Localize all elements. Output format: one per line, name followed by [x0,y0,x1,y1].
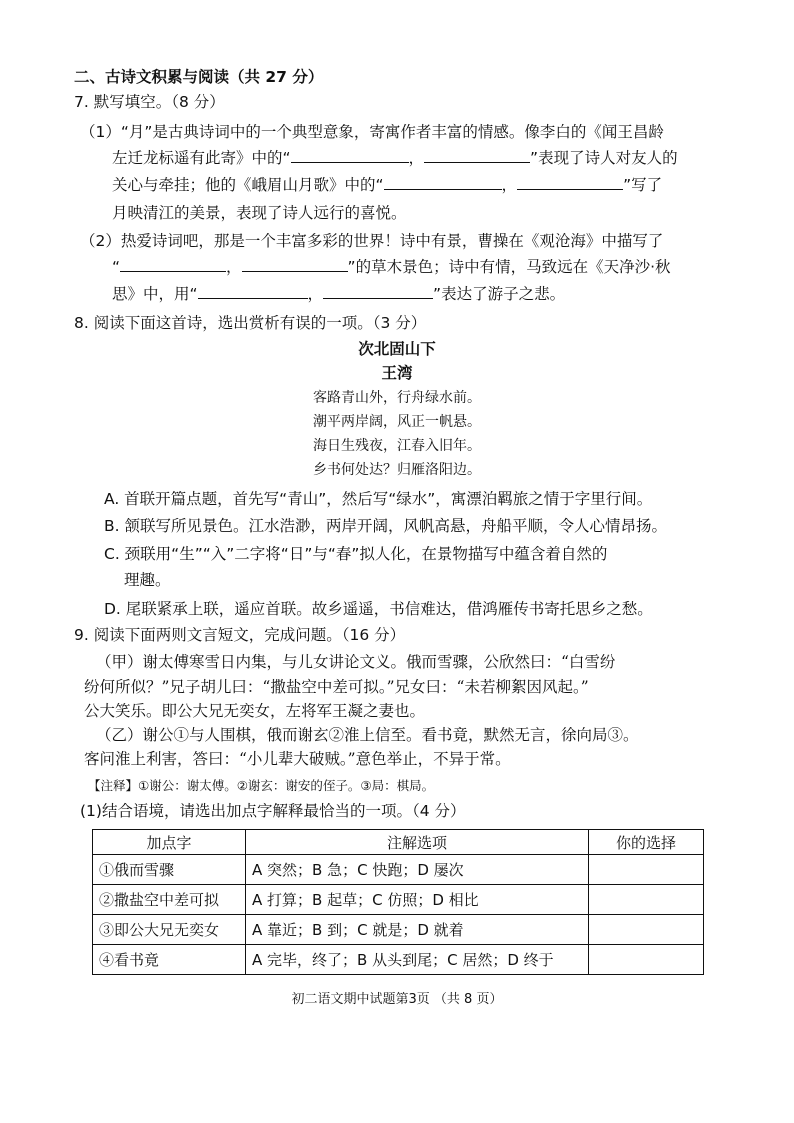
poem-line: 乡书何处达？归雁洛阳边。 [313,462,481,478]
choice-cell[interactable] [589,885,704,915]
row-options: A 打算；B 起草；C 仿照；D 相比 [246,885,589,915]
poem-title: 次北固山下 [358,340,436,358]
row-word: ④看书竟 [93,945,246,975]
answer-blank[interactable] [424,148,530,163]
table-row [93,945,704,975]
q7-p1-line1: （1）“月”是古典诗词中的一个典型意象，寄寓作者丰富的情感。像李白的《闻王昌龄 [80,123,664,141]
text: ”的草木景色；诗中有情，马致远在《天净沙·秋 [347,258,671,276]
choice-cell[interactable] [589,855,704,885]
choice-cell[interactable] [589,915,704,945]
section-heading: 二、古诗文积累与阅读（共 27 分） [74,68,324,86]
text: ， [501,176,518,194]
poem-line: 海日生残夜，江春入旧年。 [313,438,481,454]
passage-yi-line1: （乙）谢公①与人围棋，俄而谢玄②淮上信至。看书竟，默然无言，徐向局③。 [96,726,639,744]
text: “ [112,258,121,276]
q8-option-c-cont: 理趣。 [124,571,171,589]
answer-blank[interactable] [291,148,409,163]
q7-p2-line2 [112,257,671,277]
passage-jia-line2: 纷何所似？”兄子胡儿曰：“撒盐空中差可拟。”兄女曰：“未若柳絮因风起。” [84,678,589,696]
annotation-note: 【注释】①谢公：谢太傅。②谢玄：谢安的侄子。③局：棋局。 [88,778,435,793]
q8-option-a: A. 首联开篇点题，首先写“青山”，然后写“绿水”，寓漂泊羁旅之情于字里行间。 [104,490,653,508]
row-options: A 完毕，终了；B 从头到尾；C 居然；D 终于 [246,945,589,975]
table-row [93,855,704,885]
text: 左迁龙标遥有此寄》中的“ [112,149,291,167]
text: ”表达了游子之悲。 [433,285,566,303]
q7-p1-line4: 月映清江的美景，表现了诗人远行的喜悦。 [112,204,407,222]
text: 关心与牵挂；他的《峨眉山月歌》中的“ [112,176,384,194]
poem-line: 潮平两岸阔，风正一帆悬。 [313,414,481,430]
text: 思》中，用“ [112,285,198,303]
q9-sub1-title: (1)结合语境，请选出加点字解释最恰当的一项。（4 分） [80,802,466,820]
header-choice: 你的选择 [589,830,704,855]
page-footer: 初二语文期中试题第3页 （共 8 页） [291,992,503,1007]
text: ”写了 [623,176,663,194]
row-options: A 靠近；B 到；C 就是；D 就着 [246,915,589,945]
header-word: 加点字 [93,830,246,855]
text: ， [307,285,324,303]
text: ， [226,258,242,276]
text: ”表现了诗人对友人的 [530,149,678,167]
q7-p1-line2 [112,148,678,168]
q7-p2-line1: （2）热爱诗词吧，那是一个丰富多彩的世界！诗中有景，曹操在《观沧海》中描写了 [80,232,664,250]
answer-blank[interactable] [323,284,433,299]
q8-option-b: B. 颔联写所见景色。江水浩渺，两岸开阔，风帆高悬，舟船平顺，令人心情昂扬。 [104,517,667,535]
poem-line: 客路青山外，行舟绿水前。 [313,390,481,406]
table-header-row [93,830,704,855]
table-row [93,885,704,915]
passage-yi-line2: 客问淮上利害，答曰：“小儿辈大破贼。”意色举止，不异于常。 [84,750,511,768]
poem-author: 王湾 [381,364,413,382]
table-row [93,915,704,945]
choice-cell[interactable] [589,945,704,975]
answer-blank[interactable] [517,175,623,190]
answer-blank[interactable] [384,175,502,190]
text: ， [408,149,425,167]
q8-option-d: D. 尾联紧承上联，遥应首联。故乡遥遥，书信难达，借鸿雁传书寄托思乡之愁。 [104,600,653,618]
q7-p2-line3 [112,284,565,304]
row-word: ②撒盐空中差可拟 [93,885,246,915]
answer-blank[interactable] [198,284,308,299]
q9-title: 9. 阅读下面两则文言短文，完成问题。（16 分） [74,626,406,644]
q8-title: 8. 阅读下面这首诗，选出赏析有误的一项。（3 分） [74,314,427,332]
row-word: ③即公大兄无奕女 [93,915,246,945]
q7-title: 7. 默写填空。（8 分） [74,93,225,111]
row-word: ①俄而雪骤 [93,855,246,885]
header-options: 注解选项 [246,830,589,855]
q7-p1-line3 [112,175,662,195]
passage-jia-line3: 公大笑乐。即公大兄无奕女，左将军王凝之妻也。 [84,702,426,720]
answer-blank[interactable] [242,257,348,272]
row-options: A 突然；B 急；C 快跑；D 屡次 [246,855,589,885]
q8-option-c: C. 颈联用“生”“入”二字将“日”与“春”拟人化，在景物描写中蕴含着自然的 [104,545,608,563]
word-options-table [92,829,704,975]
passage-jia-line1: （甲）谢太傅寒雪日内集，与儿女讲论文义。俄而雪骤，公欣然曰：“白雪纷 [96,653,616,671]
answer-blank[interactable] [120,257,226,272]
